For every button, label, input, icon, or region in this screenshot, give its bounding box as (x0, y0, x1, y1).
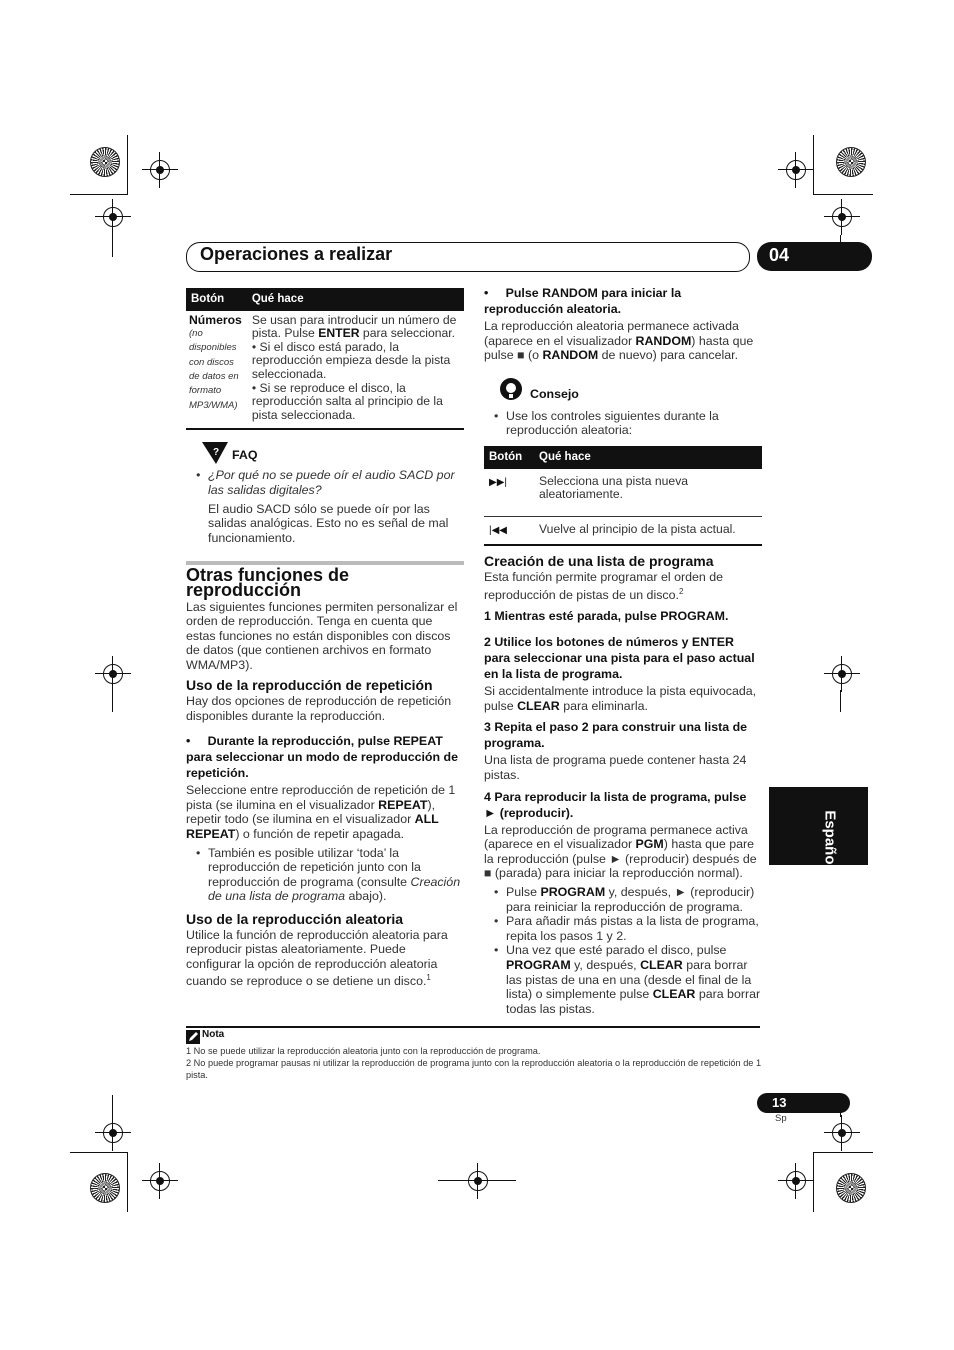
prev-track-icon: |◀◀ (489, 524, 507, 536)
crosshair-mark (142, 152, 178, 188)
footnote-1: 1 No se puede utilizar la reproducción aleatoria junto con la reproducción de programa. (186, 1046, 541, 1056)
crop-line (112, 1095, 113, 1117)
svg-text:?: ? (213, 447, 220, 459)
left-column (186, 288, 464, 993)
language-tab (769, 787, 868, 869)
repeat-step: • Durante la reproducción, pulse REPEAT para seleccionar un modo de reproducción de repetición. (186, 734, 458, 781)
random-text: Utilice la función de reproducción aleatoria para reproducir pistas aleatoriamente. Puede configurar la opción de reproducción aleatoria cuando se reproduce o se detiene un disco.$^1$ (186, 927, 448, 989)
consejo-box (484, 377, 762, 405)
crosshair-mark (824, 656, 860, 692)
repeat-bullet: • También es posible utilizar ‘toda’ la reproducción de repetición junto con la reproducción de programa (consulte Creación de una lista de programa abajo). (186, 846, 464, 904)
crosshair-mark (95, 199, 131, 235)
faq-icon (200, 440, 230, 466)
crosshair-mark (778, 1163, 814, 1199)
section-intro: Las siguientes funciones permiten personalizar el orden de reproducción. Tenga en cuenta que estas funciones no están disponibles con discos de datos (que contienen archivos en formato WMA/MP3). (186, 599, 458, 672)
row-bullet: • Si el disco está parado, la reproducción empieza desde la pista seleccionada. (251, 339, 451, 381)
crop-line (70, 194, 128, 195)
crop-line (112, 690, 113, 712)
crop-line (70, 1152, 128, 1153)
note-pencil-icon (186, 1030, 200, 1044)
repeat-step-text: Durante la reproducción, pulse REPEAT para seleccionar un modo de reproducción de repetición. (186, 734, 458, 781)
crop-line (438, 1180, 516, 1181)
crosshair-mark (460, 1163, 496, 1199)
lightbulb-icon (498, 377, 524, 403)
note-label: Nota (202, 1029, 225, 1040)
crop-line (112, 235, 113, 257)
random-controls-table (484, 446, 762, 546)
row-label: Números (189, 312, 242, 327)
table-row (484, 469, 762, 517)
program-step-2-text: Si accidentalmente introduce la pista equivocada, pulse CLEAR para eliminarla. (484, 684, 757, 713)
faq-answer: El audio SACD sólo se puede oír por las salidas analógicas. Esto no es señal de mal funcionamiento. (208, 501, 449, 545)
row-text: Selecciona una pista nueva aleatoriamente. (539, 473, 689, 502)
table-header-function: Qué hace (247, 288, 464, 311)
chapter-number: 04 (769, 245, 790, 265)
program-step-1: 1 Mientras esté parada, pulse PROGRAM. (484, 609, 729, 624)
crosshair-mark (95, 656, 131, 692)
row-text: para seleccionar. (359, 326, 456, 341)
page-number-badge (757, 1093, 850, 1113)
program-step-4-text: La reproducción de programa permanece activa (aparece en el visualizador PGM) hasta que pare la reproducción (pulse ► (reproducir) después de ■ (parada) para iniciar la reproducción normal). (484, 822, 757, 881)
repeat-text: Seleccione entre reproducción de repetición de 1 pista (se ilumina en el visualizador REPEAT), repetir todo (se ilumina en el visualizador ALL REPEAT) o función de repetir apagada. (186, 783, 456, 842)
table-header-button: Botón (186, 288, 247, 311)
crop-line (813, 135, 814, 195)
table-header-button: Botón (484, 446, 534, 469)
crosshair-mark (778, 152, 814, 188)
subsection-title-program: Creación de una lista de programa (484, 553, 714, 570)
registration-burst (90, 147, 120, 177)
table-row (484, 516, 762, 545)
registration-burst (90, 1173, 120, 1203)
crosshair-mark (142, 1163, 178, 1199)
crosshair-mark (95, 1115, 131, 1151)
program-step-2: 2 Utilice los botones de números y ENTER para seleccionar una pista para el paso actual en la lista de programa. (484, 635, 755, 682)
program-bullet: • Una vez que esté parado el disco, pulse PROGRAM y, después, CLEAR para borrar las pistas de una en una (desde el final de la lista) o simplemente pulse CLEAR para borrar todas las pistas. (484, 943, 762, 1016)
consejo-label: Consejo (530, 386, 579, 401)
footnote-rule (186, 1026, 760, 1028)
random-step-text-body: La reproducción aleatoria permanece activada (aparece en el visualizador RANDOM) hasta que pulse ■ (o RANDOM de nuevo) para cancelar. (484, 319, 754, 363)
registration-burst (836, 147, 866, 177)
page-lang: Sp (775, 1113, 787, 1124)
faq-label: FAQ (232, 448, 258, 463)
faq-question (186, 468, 464, 497)
language-tab-label: Español (821, 810, 839, 869)
crosshair-mark (824, 1115, 860, 1151)
subsection-title-random: Uso de la reproducción aleatoria (186, 911, 404, 927)
repeat-intro: Hay dos opciones de reproducción de repetición disponibles durante la reproducción. (186, 694, 452, 723)
section-title: Otras funciones de reproducción (186, 565, 350, 600)
crop-line (127, 1152, 128, 1212)
chapter-badge (757, 242, 872, 271)
program-bullet: • Para añadir más pistas a la lista de programa, repita los pasos 1 y 2. (484, 914, 762, 943)
page-number: 13 (772, 1095, 787, 1110)
crop-line (813, 1152, 814, 1212)
nota-section (186, 1029, 762, 1081)
row-bullet: • Si se reproduce el disco, la reproducción salta al principio de la pista seleccionada. (251, 380, 443, 422)
program-intro: Esta función permite programar el orden de reproducción de pistas de un disco.$^2$ (484, 569, 723, 602)
registration-burst (836, 1173, 866, 1203)
faq-question-text: ¿Por qué no se puede oír el audio SACD por las salidas digitales? (208, 468, 455, 497)
crop-line (127, 135, 128, 195)
consejo-bullet: • Use los controles siguientes durante la reproducción aleatoria: (484, 409, 762, 438)
crosshair-mark (824, 199, 860, 235)
footnote-2: 2 No puede programar pausas ni utilizar la reproducción de programa junto con la reproducción aleatoria o la reproducción de repetición de 1 pista. (186, 1058, 762, 1080)
program-step-4: 4 Para reproducir la lista de programa, pulse ► (reproducir). (484, 789, 747, 820)
row-note: (no disponibles con discos de datos en formato MP3/WMA) (189, 328, 239, 411)
page-title: Operaciones a realizar (200, 244, 393, 264)
crop-line (813, 1152, 873, 1153)
crop-line (840, 690, 841, 712)
program-bullet: • Pulse PROGRAM y, después, ► (reproducir) para reiniciar la reproducción de programa. (484, 885, 762, 914)
random-step-text: Pulse RANDOM para iniciar la reproducción aleatoria. (484, 286, 682, 316)
program-step-3-text: Una lista de programa puede contener hasta 24 pistas. (484, 753, 747, 783)
faq-box (186, 440, 464, 545)
table-row (186, 311, 464, 430)
next-track-icon: ▶▶| (489, 476, 507, 488)
row-text: Vuelve al principio de la pista actual. (539, 521, 736, 536)
table-header-function: Qué hace (534, 446, 762, 469)
crop-line (813, 194, 873, 195)
program-step-3: 3 Repita el paso 2 para construir una lista de programa. (484, 720, 748, 751)
right-column (484, 285, 762, 1016)
subsection-title-repeat: Uso de la reproducción de repetición (186, 677, 433, 694)
row-text: Se usan para introducir un número de pista. Pulse (251, 312, 457, 341)
random-step: • Pulse RANDOM para iniciar la reproducción aleatoria. (484, 286, 682, 316)
row-text-bold: ENTER (318, 326, 360, 341)
buttons-table (186, 288, 464, 430)
